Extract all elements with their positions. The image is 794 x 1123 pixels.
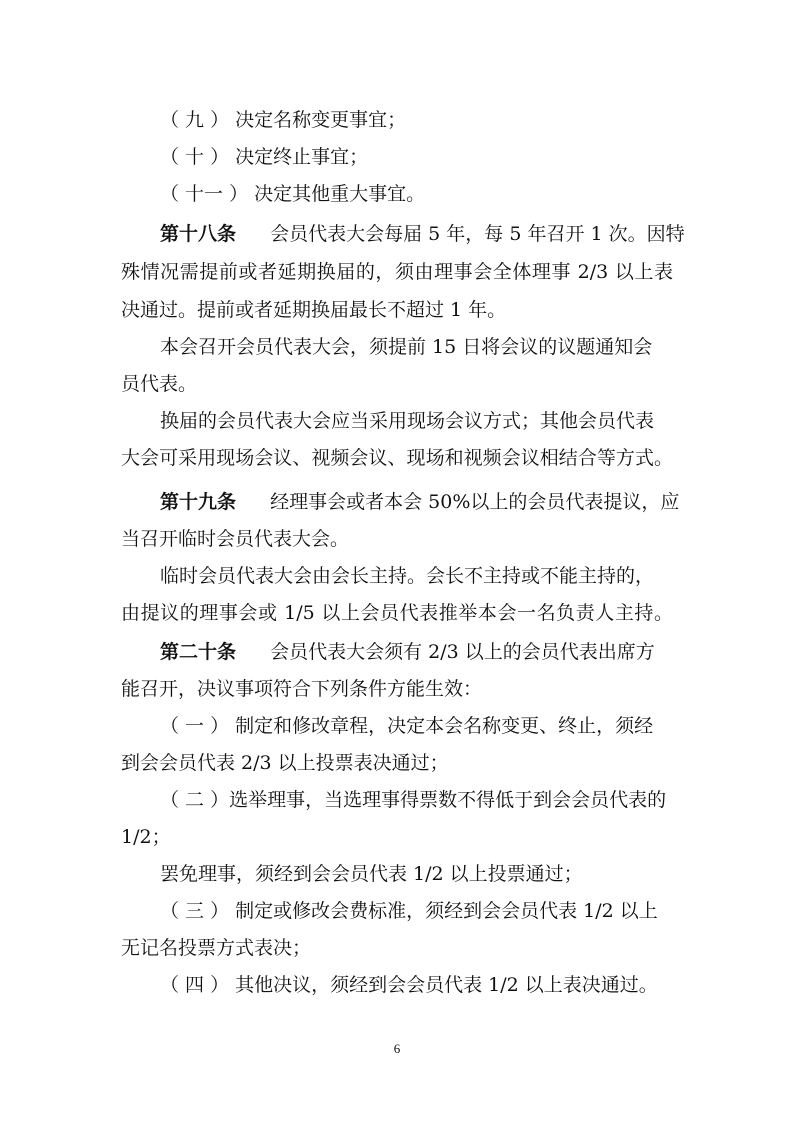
article-eighteen-paragraph-2-line-2: 员代表。 [121,373,198,395]
article-twenty-item-three-line-2: 无记名投票方式表决； [121,937,312,959]
article-nineteen-paragraph-2-line-2: 由提议的理事会或 1/5 以上会员代表推举本会一名负责人主持。 [121,602,673,624]
article-eighteen-paragraph-2: 本会召开会员代表大会，须提前 15 日将会议的议题通知会 [160,336,653,358]
clause-ten: （ 十 ） 决定终止事宜； [160,146,369,168]
article-twenty-label: 第二十条 [160,641,237,663]
article-twenty-item-three: （ 三 ） 制定或修改会费标准，须经到会会员代表 1/2 以上 [160,900,658,922]
article-nineteen-text: 经理事会或者本会 50%以上的会员代表提议，应 [270,491,680,513]
article-nineteen-heading-line [160,490,679,514]
article-eighteen-label: 第十八条 [160,223,237,245]
article-nineteen-label: 第十九条 [160,491,237,513]
article-twenty-item-one: （ 一 ） 制定和修改章程，决定本会名称变更、终止，须经 [160,715,654,737]
page-number: 6 [393,1041,401,1056]
article-eighteen-paragraph-3-line-2: 大会可采用现场会议、视频会议、现场和视频会议相结合等方式。 [121,447,673,469]
article-twenty-heading-line [160,640,655,664]
clause-eleven: （ 十一 ） 决定其他重大事宜。 [160,183,426,205]
article-eighteen-line-3: 决通过。提前或者延期换届最长不超过 1 年。 [121,299,507,321]
article-eighteen-paragraph-3: 换届的会员代表大会应当采用现场会议方式；其他会员代表 [160,410,655,432]
article-eighteen-text: 会员代表大会每届 5 年，每 5 年召开 1 次。因特 [270,223,685,245]
article-eighteen-line-2: 殊情况需提前或者延期换届的，须由理事会全体理事 2/3 以上表 [121,261,673,283]
article-twenty-item-one-line-2: 到会会员代表 2/3 以上投票表决通过； [121,752,449,774]
article-twenty-item-four: （ 四 ） 其他决议，须经到会会员代表 1/2 以上表决通过。 [160,974,658,996]
article-twenty-text: 会员代表大会须有 2/3 以上的会员代表出席方 [270,641,655,663]
article-nineteen-paragraph-2: 临时会员代表大会由会长主持。会长不主持或不能主持的， [160,565,655,587]
article-twenty-item-two: （ 二 ）选举理事，当选理事得票数不得低于到会会员代表的 [160,789,667,811]
article-twenty-item-two-line-2: 1/2； [121,826,171,848]
article-twenty-removal-clause: 罢免理事，须经到会会员代表 1/2 以上投票通过； [160,863,583,885]
article-eighteen-heading-line [160,222,685,246]
article-nineteen-line-2: 当召开临时会员代表大会。 [121,528,350,550]
clause-nine: （ 九 ） 决定名称变更事宜； [160,109,407,131]
article-twenty-line-2: 能召开，决议事项符合下列条件方能生效： [121,678,483,700]
